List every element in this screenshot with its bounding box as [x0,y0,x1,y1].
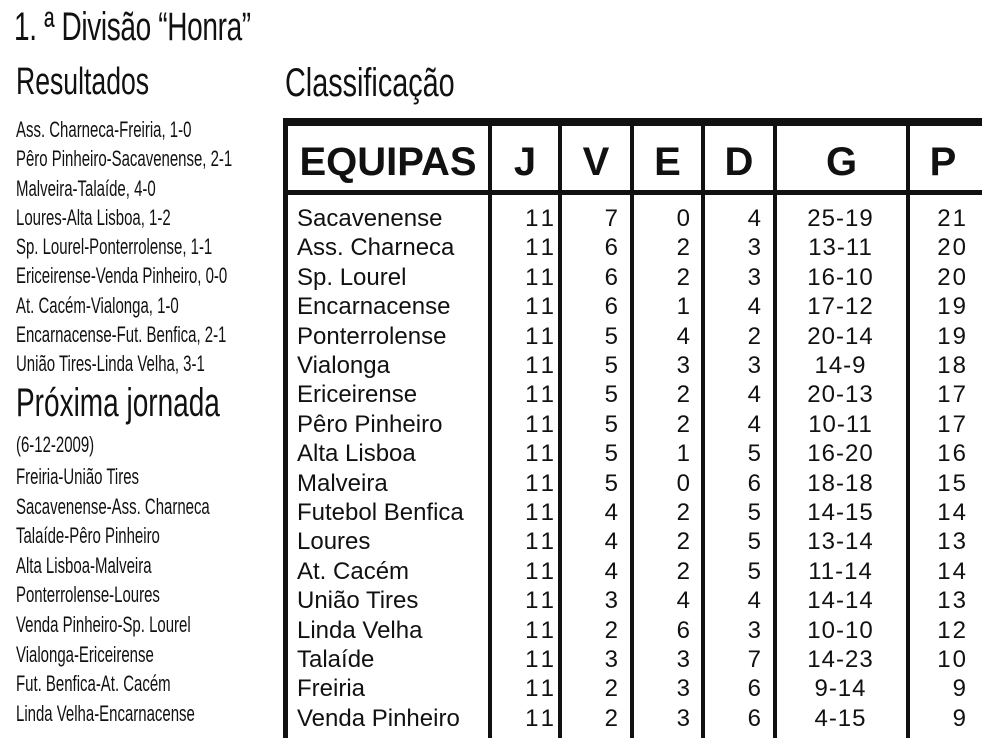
cell-j: 11 [525,528,558,556]
cell-team: At. Cacém [297,557,410,585]
next-round-heading: Próxima jornada [16,381,220,425]
cell-p: 20 [937,234,968,262]
cell-e: 3 [676,352,690,379]
cell-e: 0 [676,469,690,497]
header-team: EQUIPAS [299,139,477,184]
cell-d: 4 [747,587,761,615]
cell-d: 6 [747,704,761,732]
cell-g: 20-14 [807,322,874,350]
cell-v: 3 [604,587,618,615]
cell-v: 5 [604,469,618,497]
cell-p: 12 [937,616,968,644]
header-g: G [825,139,858,184]
cell-e: 2 [676,410,690,438]
standings-heading: Classificação [285,61,455,105]
table-row [283,704,982,733]
table-row [283,351,982,380]
header-v: V [582,139,610,184]
cell-e: 3 [676,704,690,732]
list-item: Pêro Pinheiro-Sacavenense, 2-1 [16,146,233,172]
cell-e: 0 [676,205,690,232]
table-row [283,586,982,615]
cell-team: Talaíde [297,646,375,673]
cell-g: 14-14 [807,587,874,615]
cell-p: 17 [937,410,968,438]
cell-g: 18-18 [807,469,874,497]
cell-j: 11 [525,293,558,321]
cell-team: Sacavenense [297,205,443,232]
cell-g: 13-14 [807,528,874,556]
table-row [283,322,982,351]
list-item: Encarnacense-Fut. Benfica, 2-1 [16,322,227,348]
cell-team: Sp. Lourel [297,263,407,291]
cell-j: 11 [525,440,558,468]
table-row [283,557,982,586]
cell-team: Malveira [297,469,388,497]
cell-j: 11 [525,322,558,350]
cell-j: 11 [525,205,558,232]
list-item: Sacavenense-Ass. Charneca [16,493,210,519]
cell-v: 5 [604,322,618,350]
cell-v: 7 [604,205,618,232]
cell-v: 6 [604,293,618,321]
table-row [283,616,982,645]
cell-p: 9 [952,675,968,703]
cell-d: 3 [747,352,761,379]
page-title: 1. ª Divisão “Honra” [14,5,251,49]
cell-g: 10-10 [807,616,874,644]
header-p: P [929,139,957,184]
list-item: Ponterrolense-Loures [16,582,160,608]
table-row [283,233,982,262]
cell-g: 16-20 [807,440,874,468]
cell-p: 16 [937,440,968,468]
cell-v: 6 [604,234,618,262]
cell-d: 2 [747,322,761,350]
cell-e: 3 [676,646,690,673]
cell-j: 11 [525,616,558,644]
cell-d: 7 [747,646,761,673]
cell-v: 5 [604,440,618,468]
cell-p: 13 [937,528,968,556]
cell-team: Encarnacense [297,293,451,321]
table-row [283,380,982,409]
list-item: Fut. Benfica-At. Cacém [16,671,171,697]
cell-p: 13 [937,587,968,615]
cell-v: 4 [604,528,618,556]
next-round-date: (6-12-2009) [16,432,95,457]
cell-d: 4 [747,410,761,438]
table-row [283,410,982,439]
cell-e: 2 [676,499,690,526]
cell-j: 11 [525,381,558,409]
cell-g: 10-11 [808,410,873,438]
list-item: Ericeirense-Venda Pinheiro, 0-0 [16,263,228,289]
cell-p: 18 [937,352,968,379]
cell-v: 5 [604,381,618,409]
list-item: Malveira-Talaíde, 4-0 [16,175,156,201]
cell-d: 3 [747,234,761,262]
cell-p: 14 [937,499,968,526]
cell-g: 9-14 [814,675,867,703]
cell-p: 19 [937,293,968,321]
list-item: União Tires-Linda Velha, 3-1 [16,351,205,377]
cell-j: 11 [525,675,558,703]
cell-v: 5 [604,410,618,438]
cell-g: 14-23 [807,646,874,673]
cell-j: 11 [525,587,558,615]
table-row [283,469,982,498]
cell-j: 11 [525,410,558,438]
header-e: E [654,139,681,184]
cell-team: Linda Velha [297,616,423,644]
cell-team: Ass. Charneca [297,234,455,262]
table-row [283,439,982,468]
cell-g: 11-14 [808,557,873,585]
cell-d: 4 [747,293,761,321]
cell-v: 4 [604,557,618,585]
cell-e: 1 [676,293,690,321]
cell-p: 14 [937,557,968,585]
cell-d: 4 [747,381,761,409]
cell-g: 14-9 [814,352,867,379]
cell-e: 2 [676,528,690,556]
cell-g: 20-13 [807,381,874,409]
list-item: Freiria-União Tires [16,464,140,489]
cell-e: 4 [676,322,690,350]
cell-e: 2 [676,263,690,291]
header-d: D [724,139,754,184]
cell-g: 14-15 [807,499,874,526]
next-round-list [16,462,301,728]
list-item: Loures-Alta Lisboa, 1-2 [16,204,171,230]
cell-p: 17 [937,381,968,409]
cell-p: 10 [937,646,968,673]
table-row [283,674,982,703]
cell-team: Alta Lisboa [297,440,416,468]
cell-e: 3 [676,675,690,703]
cell-team: Vialonga [297,352,390,379]
cell-v: 2 [604,704,618,732]
standings-table [283,118,982,738]
cell-d: 3 [747,263,761,291]
cell-team: Ponterrolense [297,322,447,350]
list-item: Linda Velha-Encarnacense [16,700,195,726]
cell-team: União Tires [297,587,419,615]
cell-e: 2 [676,557,690,585]
cell-d: 6 [747,469,761,497]
cell-d: 4 [747,205,761,232]
list-item: Venda Pinheiro-Sp. Lourel [16,611,191,637]
list-item: At. Cacém-Vialonga, 1-0 [16,292,179,318]
table-row [283,292,982,321]
cell-g: 4-15 [814,704,867,732]
cell-e: 2 [676,234,690,262]
list-item: Sp. Lourel-Ponterrolense, 1-1 [16,234,213,260]
cell-e: 1 [676,440,690,468]
cell-v: 6 [604,263,618,291]
cell-g: 17-12 [807,293,874,321]
cell-j: 11 [525,557,558,585]
cell-j: 11 [525,499,558,526]
cell-d: 3 [747,616,761,644]
header-j: J [513,139,537,184]
cell-team: Ericeirense [297,381,418,409]
cell-g: 13-11 [808,234,873,262]
cell-g: 25-19 [807,205,874,232]
cell-team: Loures [297,528,371,556]
cell-p: 20 [937,263,968,291]
cell-d: 5 [747,557,761,585]
list-item: Alta Lisboa-Malveira [16,552,152,578]
table-row [283,204,982,233]
table-row [283,645,982,674]
cell-v: 2 [604,616,618,644]
cell-d: 5 [747,528,761,556]
list-item: Ass. Charneca-Freiria, 1-0 [16,117,192,142]
list-item: Talaíde-Pêro Pinheiro [16,523,160,549]
cell-team: Pêro Pinheiro [297,410,443,438]
cell-team: Freiria [297,675,366,703]
cell-g: 16-10 [807,263,874,291]
cell-p: 19 [937,322,968,350]
cell-j: 11 [525,263,558,291]
cell-v: 3 [604,646,618,673]
cell-j: 11 [525,646,558,673]
cell-e: 2 [676,381,690,409]
cell-p: 21 [937,205,968,232]
cell-d: 5 [747,440,761,468]
cell-team: Futebol Benfica [297,499,464,526]
cell-j: 11 [525,469,558,497]
cell-e: 4 [676,587,690,615]
table-row [283,527,982,556]
table-row [283,498,982,527]
cell-p: 9 [952,704,968,732]
cell-d: 5 [747,499,761,526]
cell-j: 11 [525,352,558,379]
cell-p: 15 [937,469,968,497]
results-heading: Resultados [16,61,150,103]
cell-e: 6 [676,616,690,644]
cell-v: 2 [604,675,618,703]
cell-d: 6 [747,675,761,703]
cell-j: 11 [525,234,558,262]
cell-team: Venda Pinheiro [297,704,460,732]
cell-v: 5 [604,352,618,379]
table-row [283,263,982,292]
list-item: Vialonga-Ericeirense [16,641,154,667]
cell-v: 4 [604,499,618,526]
cell-j: 11 [525,704,558,732]
